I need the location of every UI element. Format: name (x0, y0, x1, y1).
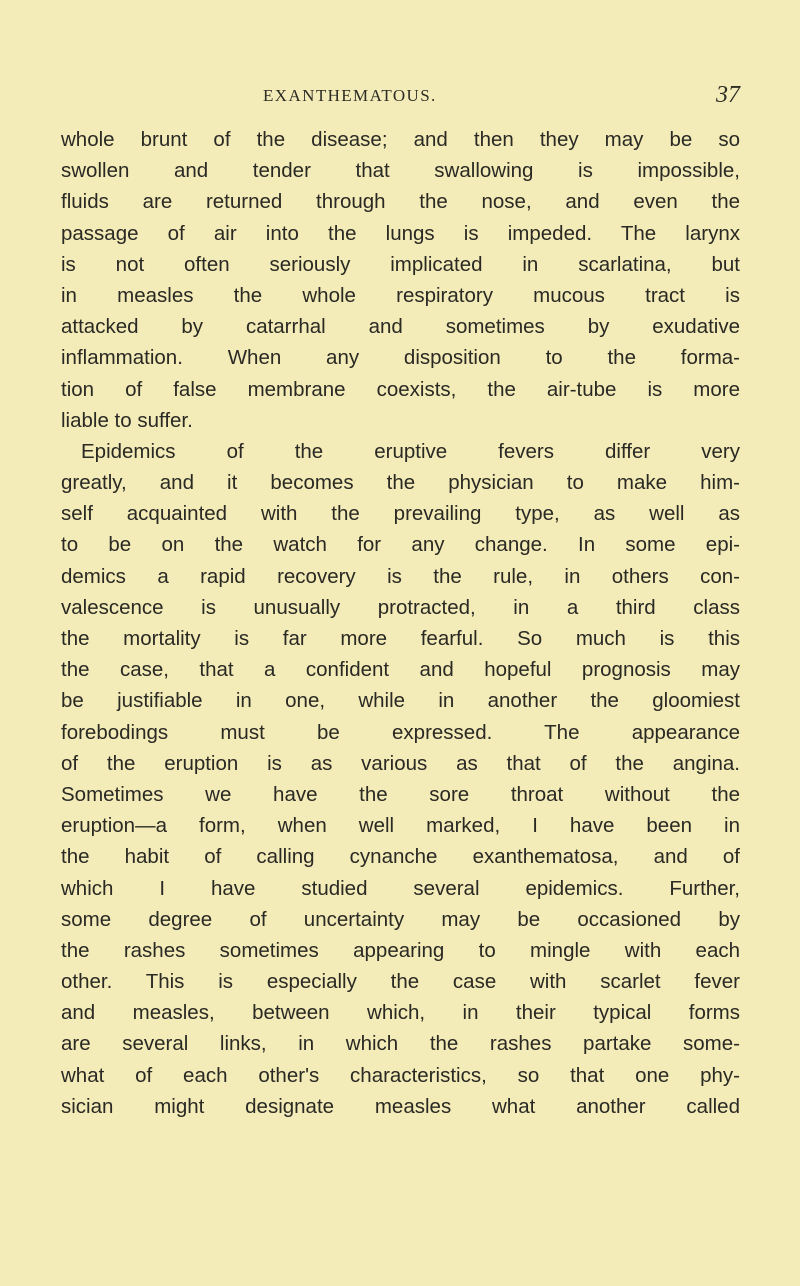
text-line: tion of false membrane coexists, the air-tube is more (61, 377, 740, 401)
text-line: swollen and tender that swallowing is impossible, (61, 159, 740, 183)
text-line: inflammation. When any disposition to the forma- (61, 346, 740, 370)
text-line: forebodings must be expressed. The appearance (61, 720, 740, 744)
text-line: liable to suffer. (61, 408, 193, 432)
text-line: whole brunt of the disease; and then they may be so (61, 128, 740, 151)
text-line: passage of air into the lungs is impeded. The larynx (61, 221, 740, 245)
text-line: the rashes sometimes appearing to mingle with each (61, 938, 740, 962)
text-line: what of each other's characteristics, so that one phy- (61, 1063, 740, 1087)
text-line: the case, that a confident and hopeful prognosis may (61, 658, 740, 682)
text-line: other. This is especially the case with scarlet fever (61, 970, 740, 994)
text-line: to be on the watch for any change. In some epi- (61, 533, 740, 557)
text-line: greatly, and it becomes the physician to make him- (61, 471, 740, 495)
text-line: fluids are returned through the nose, and even the (61, 190, 740, 214)
text-line: self acquainted with the prevailing type, as well as (61, 502, 740, 526)
running-title: EXANTHEMATOUS. (263, 86, 437, 105)
text-line: the habit of calling cynanche exanthematosa, and of (61, 845, 740, 869)
text-line: the mortality is far more fearful. So much is this (61, 627, 740, 650)
text-line: eruption—a form, when well marked, I have been in (61, 814, 740, 838)
text-line: sician might designate measles what another called (61, 1094, 740, 1118)
text-line: attacked by catarrhal and sometimes by exudative (61, 315, 740, 339)
text-line: in measles the whole respiratory mucous tract is (61, 283, 740, 307)
text-line: Sometimes we have the sore throat without the (61, 782, 740, 806)
text-line: Epidemics of the eruptive fevers differ very (81, 439, 740, 463)
running-head (60, 82, 740, 116)
text-line: of the eruption is as various as that of the angina. (61, 751, 740, 775)
body-text (61, 124, 740, 1122)
text-line: valescence is unusually protracted, in a third class (61, 595, 740, 619)
text-line: demics a rapid recovery is the rule, in others con- (61, 564, 740, 588)
text-line: which I have studied several epidemics. Further, (61, 876, 740, 900)
text-line: be justifiable in one, while in another the gloomiest (61, 689, 740, 713)
page-number: 37 (716, 82, 740, 108)
text-line: some degree of uncertainty may be occasioned by (61, 907, 740, 931)
text-line: and measles, between which, in their typical forms (61, 1001, 740, 1025)
text-line: are several links, in which the rashes partake some- (61, 1032, 740, 1056)
text-line: is not often seriously implicated in scarlatina, but (61, 252, 740, 276)
